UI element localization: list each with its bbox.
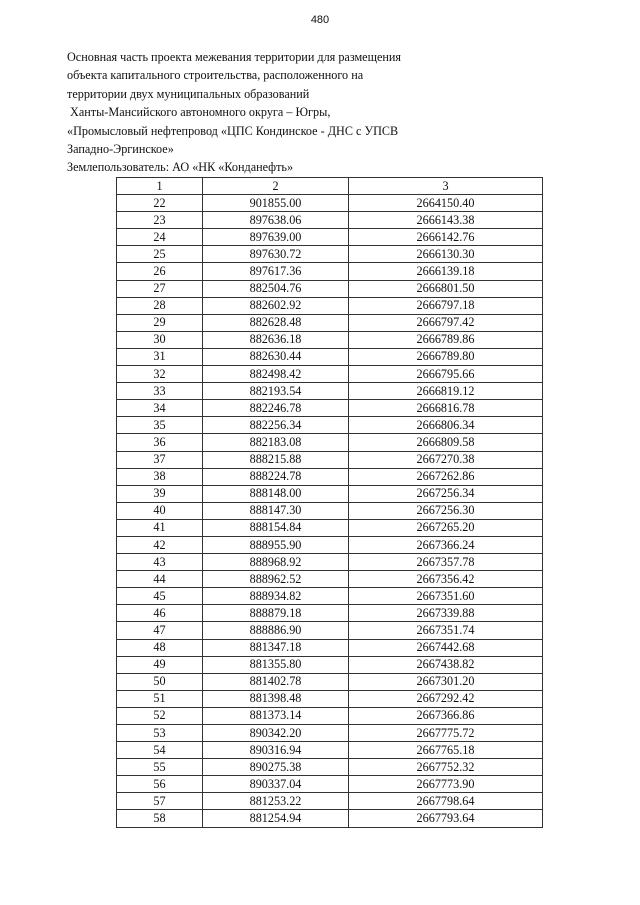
table-row [117,502,543,519]
x-coordinate-cell: 882504.76 [203,280,349,297]
y-coordinate-cell: 2666816.78 [349,400,543,417]
y-coordinate-cell: 2667775.72 [349,725,543,742]
y-coordinate-cell: 2667301.20 [349,673,543,690]
point-number-cell: 38 [117,468,203,485]
x-coordinate-cell: 882256.34 [203,417,349,434]
header-line: объекта капитального строительства, расположенного на [67,68,364,83]
point-number-cell: 48 [117,639,203,656]
x-coordinate-cell: 888934.82 [203,588,349,605]
point-number-cell: 54 [117,742,203,759]
header-line: «Промысловый нефтепровод «ЦПС Кондинское - ДНС с УПСВ [67,123,399,138]
x-coordinate-cell: 888955.90 [203,536,349,553]
x-coordinate-cell: 882193.54 [203,383,349,400]
point-number-cell: 23 [117,212,203,229]
table-row [117,759,543,776]
point-number-cell: 22 [117,195,203,212]
table-row [117,571,543,588]
table-row [117,297,543,314]
table-row [117,400,543,417]
point-number-cell: 26 [117,263,203,280]
x-coordinate-cell: 881402.78 [203,673,349,690]
x-coordinate-cell: 890342.20 [203,725,349,742]
coordinates-table [116,177,543,828]
point-number-cell: 29 [117,314,203,331]
point-number-cell: 27 [117,280,203,297]
column-header-2: 2 [203,178,349,195]
point-number-cell: 33 [117,383,203,400]
header-line: территории двух муниципальных образований [67,86,310,101]
table-row [117,451,543,468]
x-coordinate-cell: 897639.00 [203,229,349,246]
header-line: Западно-Эргинское» [67,142,174,157]
y-coordinate-cell: 2667442.68 [349,639,543,656]
header-line: Землепользователь: АО «НК «Конданефть» [67,160,294,175]
table-row [117,212,543,229]
point-number-cell: 49 [117,656,203,673]
y-coordinate-cell: 2666809.58 [349,434,543,451]
point-number-cell: 58 [117,810,203,827]
x-coordinate-cell: 881254.94 [203,810,349,827]
y-coordinate-cell: 2667357.78 [349,554,543,571]
y-coordinate-cell: 2666806.34 [349,417,543,434]
table-row [117,742,543,759]
x-coordinate-cell: 882602.92 [203,297,349,314]
point-number-cell: 28 [117,297,203,314]
x-coordinate-cell: 882636.18 [203,331,349,348]
y-coordinate-cell: 2666819.12 [349,383,543,400]
table-row [117,793,543,810]
header-line: Основная часть проекта межевания территории для размещения [67,50,402,64]
x-coordinate-cell: 888879.18 [203,605,349,622]
x-coordinate-cell: 888215.88 [203,451,349,468]
y-coordinate-cell: 2667798.64 [349,793,543,810]
point-number-cell: 43 [117,554,203,571]
table-row [117,229,543,246]
table-row [117,605,543,622]
y-coordinate-cell: 2667265.20 [349,519,543,536]
y-coordinate-cell: 2667438.82 [349,656,543,673]
y-coordinate-cell: 2666789.80 [349,348,543,365]
y-coordinate-cell: 2667351.74 [349,622,543,639]
table-row [117,639,543,656]
x-coordinate-cell: 901855.00 [203,195,349,212]
table-row [117,536,543,553]
y-coordinate-cell: 2666797.42 [349,314,543,331]
table-row [117,707,543,724]
point-number-cell: 42 [117,536,203,553]
table-row [117,246,543,263]
x-coordinate-cell: 890337.04 [203,776,349,793]
x-coordinate-cell: 882246.78 [203,400,349,417]
table-row [117,690,543,707]
table-row [117,348,543,365]
point-number-cell: 31 [117,348,203,365]
x-coordinate-cell: 881398.48 [203,690,349,707]
x-coordinate-cell: 888154.84 [203,519,349,536]
table-row [117,776,543,793]
point-number-cell: 53 [117,725,203,742]
table-row [117,383,543,400]
x-coordinate-cell: 882628.48 [203,314,349,331]
table-row [117,588,543,605]
point-number-cell: 45 [117,588,203,605]
x-coordinate-cell: 881355.80 [203,656,349,673]
y-coordinate-cell: 2666139.18 [349,263,543,280]
point-number-cell: 35 [117,417,203,434]
table-row [117,519,543,536]
table-row [117,810,543,827]
table-row [117,622,543,639]
y-coordinate-cell: 2666142.76 [349,229,543,246]
column-header-3: 3 [349,178,543,195]
x-coordinate-cell: 882183.08 [203,434,349,451]
point-number-cell: 36 [117,434,203,451]
x-coordinate-cell: 881347.18 [203,639,349,656]
document-header [67,48,487,177]
point-number-cell: 37 [117,451,203,468]
y-coordinate-cell: 2667356.42 [349,571,543,588]
page-number: 480 [310,14,330,26]
point-number-cell: 56 [117,776,203,793]
y-coordinate-cell: 2666795.66 [349,366,543,383]
y-coordinate-cell: 2666797.18 [349,297,543,314]
table-row [117,673,543,690]
table-row [117,434,543,451]
point-number-cell: 24 [117,229,203,246]
column-header-1: 1 [117,178,203,195]
x-coordinate-cell: 888147.30 [203,502,349,519]
y-coordinate-cell: 2667256.30 [349,502,543,519]
y-coordinate-cell: 2667339.88 [349,605,543,622]
x-coordinate-cell: 888148.00 [203,485,349,502]
point-number-cell: 44 [117,571,203,588]
point-number-cell: 40 [117,502,203,519]
x-coordinate-cell: 888224.78 [203,468,349,485]
table-row [117,468,543,485]
y-coordinate-cell: 2667366.86 [349,707,543,724]
y-coordinate-cell: 2667765.18 [349,742,543,759]
point-number-cell: 30 [117,331,203,348]
table-row [117,554,543,571]
table-row [117,280,543,297]
y-coordinate-cell: 2667793.64 [349,810,543,827]
x-coordinate-cell: 888962.52 [203,571,349,588]
x-coordinate-cell: 881373.14 [203,707,349,724]
table-row [117,725,543,742]
x-coordinate-cell: 890275.38 [203,759,349,776]
table-row [117,656,543,673]
x-coordinate-cell: 897638.06 [203,212,349,229]
x-coordinate-cell: 888886.90 [203,622,349,639]
point-number-cell: 57 [117,793,203,810]
point-number-cell: 52 [117,707,203,724]
x-coordinate-cell: 897617.36 [203,263,349,280]
y-coordinate-cell: 2667752.32 [349,759,543,776]
table-body [117,195,543,827]
point-number-cell: 51 [117,690,203,707]
y-coordinate-cell: 2667262.86 [349,468,543,485]
header-line: Ханты-Мансийского автономного округа – Югры, [67,105,331,120]
point-number-cell: 25 [117,246,203,263]
y-coordinate-cell: 2666143.38 [349,212,543,229]
table-row [117,263,543,280]
x-coordinate-cell: 888968.92 [203,554,349,571]
y-coordinate-cell: 2667256.34 [349,485,543,502]
table-row [117,195,543,212]
table-row [117,314,543,331]
y-coordinate-cell: 2667351.60 [349,588,543,605]
x-coordinate-cell: 881253.22 [203,793,349,810]
point-number-cell: 55 [117,759,203,776]
point-number-cell: 41 [117,519,203,536]
point-number-cell: 39 [117,485,203,502]
point-number-cell: 50 [117,673,203,690]
table-row [117,417,543,434]
x-coordinate-cell: 897630.72 [203,246,349,263]
y-coordinate-cell: 2667366.24 [349,536,543,553]
y-coordinate-cell: 2666789.86 [349,331,543,348]
y-coordinate-cell: 2667773.90 [349,776,543,793]
point-number-cell: 32 [117,366,203,383]
x-coordinate-cell: 882498.42 [203,366,349,383]
x-coordinate-cell: 882630.44 [203,348,349,365]
table-row [117,331,543,348]
table-row [117,366,543,383]
y-coordinate-cell: 2667270.38 [349,451,543,468]
table-header-row [117,178,543,195]
y-coordinate-cell: 2666801.50 [349,280,543,297]
point-number-cell: 34 [117,400,203,417]
y-coordinate-cell: 2666130.30 [349,246,543,263]
point-number-cell: 46 [117,605,203,622]
y-coordinate-cell: 2667292.42 [349,690,543,707]
x-coordinate-cell: 890316.94 [203,742,349,759]
table-row [117,485,543,502]
y-coordinate-cell: 2664150.40 [349,195,543,212]
point-number-cell: 47 [117,622,203,639]
